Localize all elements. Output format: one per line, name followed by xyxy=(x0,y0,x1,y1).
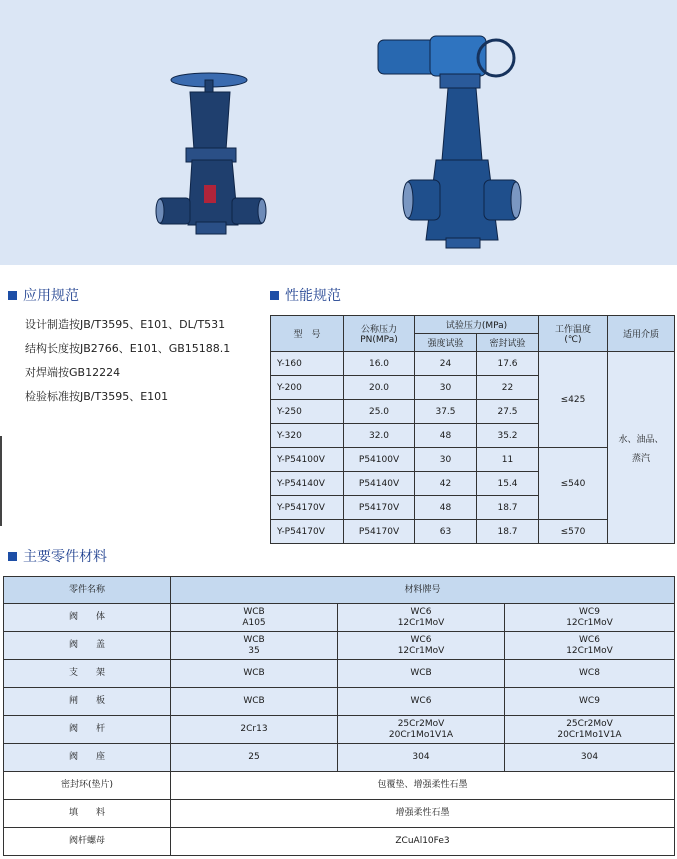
cell-pn: P54170V xyxy=(344,496,415,520)
cell-model: Y-250 xyxy=(271,400,344,424)
grade-line: 35 xyxy=(248,645,260,656)
cell-grade: 304 xyxy=(505,744,675,772)
table-row xyxy=(4,660,675,688)
cell-grade: WCB xyxy=(171,688,338,716)
header-test: 试验压力(MPa) xyxy=(415,316,539,334)
cell-part: 阀 座 xyxy=(4,744,171,772)
table-row xyxy=(4,632,675,660)
electric-gate-valve xyxy=(378,36,521,248)
product-photo xyxy=(0,0,677,265)
cell-part: 阀 盖 xyxy=(4,632,171,660)
cell-temp: ≤425 xyxy=(539,352,608,448)
header-strength: 强度试验 xyxy=(415,334,477,352)
cell-grade: 增强柔性石墨 xyxy=(171,800,675,828)
cell-part: 阀 杆 xyxy=(4,716,171,744)
cell-pn: 32.0 xyxy=(344,424,415,448)
cell-model: Y-P54170V xyxy=(271,520,344,544)
standards-list xyxy=(25,313,230,409)
cell-grade xyxy=(338,716,505,744)
table-row xyxy=(4,800,675,828)
cell-grade: WCB xyxy=(171,660,338,688)
grade-line: 12Cr1MoV xyxy=(397,617,445,628)
cell-part: 阀杆螺母 xyxy=(4,828,171,856)
cell-seal: 27.5 xyxy=(477,400,539,424)
materials-title-text: 主要零件材料 xyxy=(23,549,107,565)
table-row xyxy=(4,688,675,716)
medium-line1: 水、油品、 xyxy=(618,434,664,445)
table-row xyxy=(4,716,675,744)
cell-part: 闸 板 xyxy=(4,688,171,716)
grade-line: WCB xyxy=(243,606,265,617)
cell-seal: 18.7 xyxy=(477,520,539,544)
cell-strength: 63 xyxy=(415,520,477,544)
grade-line: 25Cr2MoV xyxy=(566,718,613,729)
cell-strength: 30 xyxy=(415,376,477,400)
cell-pn: P54100V xyxy=(344,448,415,472)
table-row xyxy=(4,828,675,856)
cell-model: Y-200 xyxy=(271,376,344,400)
cell-model: Y-P54140V xyxy=(271,472,344,496)
header-pn xyxy=(344,316,415,352)
materials-table xyxy=(3,576,675,856)
header-pn-line2: PN(MPa) xyxy=(360,335,398,345)
materials-section-title xyxy=(8,546,107,566)
square-bullet-icon xyxy=(8,552,17,561)
header-medium: 适用介质 xyxy=(608,316,675,352)
cell-strength: 48 xyxy=(415,496,477,520)
table-row xyxy=(4,772,675,800)
valve-illustration xyxy=(0,0,677,265)
cell-grade xyxy=(338,604,505,632)
cell-grade: 25 xyxy=(171,744,338,772)
grade-line: 25Cr2MoV xyxy=(397,718,445,729)
cell-pn: P54140V xyxy=(344,472,415,496)
standards-item: 结构长度按JB2766、E101、GB15188.1 xyxy=(25,342,231,355)
cell-pn: 20.0 xyxy=(344,376,415,400)
cell-model: Y-P54100V xyxy=(271,448,344,472)
cell-pn: 16.0 xyxy=(344,352,415,376)
cell-grade xyxy=(505,632,675,660)
cell-seal: 22 xyxy=(477,376,539,400)
cell-part: 填 料 xyxy=(4,800,171,828)
header-seal: 密封试验 xyxy=(477,334,539,352)
grade-line: 12Cr1MoV xyxy=(566,645,613,656)
performance-title-text: 性能规范 xyxy=(285,288,341,304)
cell-model: Y-P54170V xyxy=(271,496,344,520)
cell-grade: WCB xyxy=(338,660,505,688)
cell-pn: P54170V xyxy=(344,520,415,544)
cell-grade: 2Cr13 xyxy=(171,716,338,744)
cell-strength: 37.5 xyxy=(415,400,477,424)
cell-grade xyxy=(505,716,675,744)
header-model: 型 号 xyxy=(271,316,344,352)
grade-line: WC6 xyxy=(579,634,600,645)
standards-item: 检验标准按JB/T3595、E101 xyxy=(25,390,169,403)
cell-part: 密封环(垫片) xyxy=(4,772,171,800)
cell-medium xyxy=(608,352,675,544)
standards-section-title xyxy=(8,285,79,305)
performance-section-title xyxy=(270,285,341,305)
left-edge-line xyxy=(0,436,2,526)
grade-line: 20Cr1Mo1V1A xyxy=(388,729,454,740)
table-row xyxy=(271,352,675,376)
cell-seal: 17.6 xyxy=(477,352,539,376)
standards-item: 对焊端按GB12224 xyxy=(25,366,121,379)
table-row xyxy=(4,744,675,772)
header-temp-line2: (℃) xyxy=(564,335,582,345)
cell-part: 支 架 xyxy=(4,660,171,688)
cell-seal: 18.7 xyxy=(477,496,539,520)
cell-grade xyxy=(171,604,338,632)
cell-seal: 35.2 xyxy=(477,424,539,448)
cell-pn: 25.0 xyxy=(344,400,415,424)
grade-line: A105 xyxy=(242,617,266,628)
cell-seal: 11 xyxy=(477,448,539,472)
grade-line: WC6 xyxy=(410,634,432,645)
manual-gate-valve xyxy=(156,73,266,234)
grade-line: WC9 xyxy=(579,606,600,617)
grade-line: 12Cr1MoV xyxy=(397,645,445,656)
grade-line: 12Cr1MoV xyxy=(566,617,613,628)
cell-grade xyxy=(171,632,338,660)
cell-grade: 304 xyxy=(338,744,505,772)
cell-grade: WC9 xyxy=(505,688,675,716)
table-row xyxy=(4,604,675,632)
standards-title-text: 应用规范 xyxy=(23,288,79,304)
cell-seal: 15.4 xyxy=(477,472,539,496)
grade-line: WCB xyxy=(243,634,265,645)
header-part: 零件名称 xyxy=(4,577,171,604)
cell-strength: 42 xyxy=(415,472,477,496)
cell-strength: 30 xyxy=(415,448,477,472)
header-pn-line1: 公称压力 xyxy=(360,325,397,335)
cell-strength: 24 xyxy=(415,352,477,376)
cell-grade: 包覆垫、增强柔性石墨 xyxy=(171,772,675,800)
cell-model: Y-320 xyxy=(271,424,344,448)
cell-grade: WC6 xyxy=(338,688,505,716)
performance-table xyxy=(270,315,675,544)
cell-temp: ≤540 xyxy=(539,448,608,520)
cell-model: Y-160 xyxy=(271,352,344,376)
cell-grade xyxy=(338,632,505,660)
grade-line: 20Cr1Mo1V1A xyxy=(557,729,622,740)
grade-line: WC6 xyxy=(410,606,432,617)
cell-strength: 48 xyxy=(415,424,477,448)
cell-part: 阀 体 xyxy=(4,604,171,632)
square-bullet-icon xyxy=(270,291,279,300)
square-bullet-icon xyxy=(8,291,17,300)
medium-line2: 蒸汽 xyxy=(631,453,650,464)
cell-temp: ≤570 xyxy=(539,520,608,544)
cell-grade xyxy=(505,604,675,632)
header-grade: 材料牌号 xyxy=(171,577,675,604)
cell-grade: ZCuAl10Fe3 xyxy=(171,828,675,856)
header-temp xyxy=(539,316,608,352)
header-temp-line1: 工作温度 xyxy=(554,325,591,335)
standards-item: 设计制造按JB/T3595、E101、DL/T531 xyxy=(25,318,226,331)
cell-grade: WC8 xyxy=(505,660,675,688)
